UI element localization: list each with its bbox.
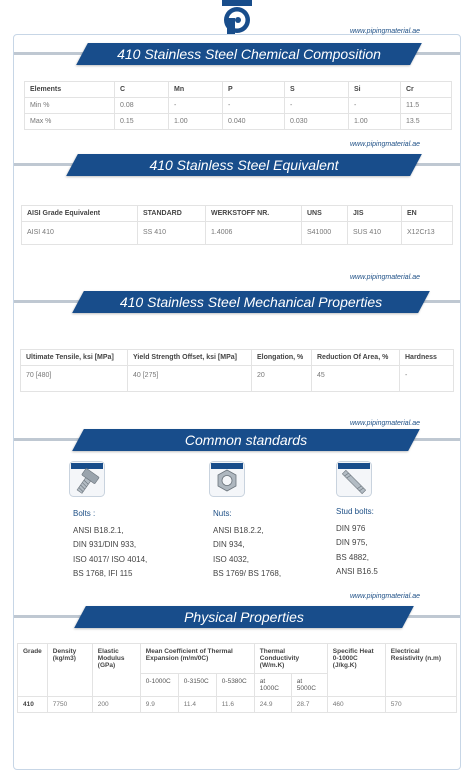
table-cell: 11.5 — [401, 98, 452, 114]
table-cell: - — [349, 98, 401, 114]
table-cell: S41000 — [302, 222, 348, 245]
section-title: Physical Properties — [184, 609, 304, 625]
table-cell: 1.00 — [349, 114, 401, 130]
table-header: C — [115, 82, 169, 98]
table-row — [25, 98, 452, 114]
table-cell: 13.5 — [401, 114, 452, 130]
table-cell: 410 — [18, 697, 48, 713]
table-subheader: 0-1000C — [140, 674, 178, 697]
section-banner-chemical — [14, 43, 460, 65]
site-url[interactable]: www.pipingmaterial.ae — [349, 420, 420, 427]
table-cell: 28.7 — [291, 697, 327, 713]
table-header: Elongation, % — [252, 350, 312, 366]
table-subheader: 0-5380C — [216, 674, 254, 697]
list-item: DIN 976 — [336, 523, 366, 533]
table-row — [18, 697, 457, 713]
section-title: 410 Stainless Steel Mechanical Properties — [119, 294, 383, 310]
table-header: WERKSTOFF NR. — [206, 206, 302, 222]
table-header: STANDARD — [138, 206, 206, 222]
table-cell: 11.4 — [178, 697, 216, 713]
table-cell: Max % — [25, 114, 115, 130]
site-url[interactable]: www.pipingmaterial.ae — [349, 141, 420, 148]
site-url[interactable]: www.pipingmaterial.ae — [349, 28, 420, 35]
table-cell: 460 — [327, 697, 385, 713]
equivalent-grades-table — [21, 205, 453, 245]
table-cell: 40 [275] — [128, 366, 252, 392]
physical-properties-table — [17, 643, 457, 713]
site-url[interactable]: www.pipingmaterial.ae — [349, 274, 420, 281]
table-header: P — [223, 82, 285, 98]
site-url[interactable]: www.pipingmaterial.ae — [349, 593, 420, 600]
table-header: Elements — [25, 82, 115, 98]
section-title: 410 Stainless Steel Chemical Composition — [117, 46, 381, 62]
table-cell: - — [285, 98, 349, 114]
section-banner-equivalent — [14, 154, 460, 176]
list-item: DIN 931/DIN 933, — [73, 540, 137, 549]
table-subheader: 0-3150C — [178, 674, 216, 697]
standards-group-nuts — [213, 507, 281, 582]
table-header: Mean Coefficient of Thermal Expansion (m/m/0C) — [140, 644, 254, 674]
list-item: ANSI B18.2.2, — [213, 525, 264, 535]
table-cell: SUS 410 — [348, 222, 402, 245]
table-cell: 20 — [252, 366, 312, 392]
list-item: BS 4882, — [336, 552, 369, 562]
table-cell: AISI 410 — [22, 222, 138, 245]
table-header: Density (kg/m3) — [47, 644, 92, 697]
table-cell: 0.030 — [285, 114, 349, 130]
list-item: ANSI B18.2.1, — [73, 525, 124, 535]
table-header: Reduction Of Area, % — [312, 350, 400, 366]
standards-heading: Stud bolts: — [336, 507, 374, 516]
table-cell: 200 — [92, 697, 140, 713]
table-header: Specific Heat 0-1000C (J/kg.K) — [327, 644, 385, 697]
table-cell: Min % — [25, 98, 115, 114]
table-header: Electrical Resistivity (n.m) — [385, 644, 456, 697]
table-cell: SS 410 — [138, 222, 206, 245]
brand-logo — [221, 0, 253, 38]
table-header: Ultimate Tensile, ksi [MPa] — [21, 350, 128, 366]
table-cell: 0.15 — [115, 114, 169, 130]
table-header: Si — [349, 82, 401, 98]
table-cell: 24.9 — [254, 697, 291, 713]
section-banner-mechanical — [14, 291, 460, 313]
chemical-composition-table — [24, 81, 452, 130]
table-cell: 45 — [312, 366, 400, 392]
standards-group-bolts — [73, 507, 147, 582]
table-header: UNS — [302, 206, 348, 222]
standards-heading: Bolts : — [73, 509, 96, 518]
list-item: ISO 4017/ ISO 4014, — [73, 554, 148, 564]
table-cell: 0.040 — [223, 114, 285, 130]
list-item: DIN 934, — [213, 540, 245, 549]
list-item: BS 1769/ BS 1768, — [213, 569, 282, 578]
table-header: Cr — [401, 82, 452, 98]
table-header: S — [285, 82, 349, 98]
standards-group-stud-bolts — [336, 505, 378, 580]
table-cell: 1.00 — [169, 114, 223, 130]
list-item: ANSI B16.5 — [336, 567, 378, 576]
table-cell: 1.4006 — [206, 222, 302, 245]
section-title: Common standards — [184, 432, 308, 448]
table-row — [21, 366, 454, 392]
table-cell: 570 — [385, 697, 456, 713]
table-cell: 9.9 — [140, 697, 178, 713]
table-cell: 7750 — [47, 697, 92, 713]
stud-bolt-icon — [336, 461, 372, 497]
table-row — [25, 114, 452, 130]
table-cell: 0.08 — [115, 98, 169, 114]
table-cell: 11.6 — [216, 697, 254, 713]
list-item: ISO 4032, — [213, 554, 250, 564]
table-header: Yield Strength Offset, ksi [MPa] — [128, 350, 252, 366]
section-banner-physical — [14, 606, 460, 628]
standards-heading: Nuts: — [213, 509, 232, 518]
table-header: Elastic Modulus (GPa) — [92, 644, 140, 697]
nut-icon — [209, 461, 245, 497]
table-subheader: at 1000C — [254, 674, 291, 697]
table-subheader: at 5000C — [291, 674, 327, 697]
section-title: 410 Stainless Steel Equivalent — [149, 157, 339, 173]
list-item: DIN 975, — [336, 538, 368, 547]
table-header: Mn — [169, 82, 223, 98]
bolt-icon — [69, 461, 105, 497]
table-header: AISI Grade Equivalent — [22, 206, 138, 222]
table-cell: X12Cr13 — [402, 222, 453, 245]
section-banner-standards — [14, 429, 460, 451]
table-header: Grade — [18, 644, 48, 697]
table-header: Thermal Conductivity (W/m.K) — [254, 644, 327, 674]
table-header: Hardness — [400, 350, 454, 366]
table-cell: 70 [480] — [21, 366, 128, 392]
table-header: JIS — [348, 206, 402, 222]
mechanical-properties-table — [20, 349, 454, 392]
table-cell: - — [169, 98, 223, 114]
table-cell: - — [400, 366, 454, 392]
table-cell: - — [223, 98, 285, 114]
table-header: EN — [402, 206, 453, 222]
list-item: BS 1768, IFI 115 — [73, 569, 133, 578]
table-row — [22, 222, 453, 245]
